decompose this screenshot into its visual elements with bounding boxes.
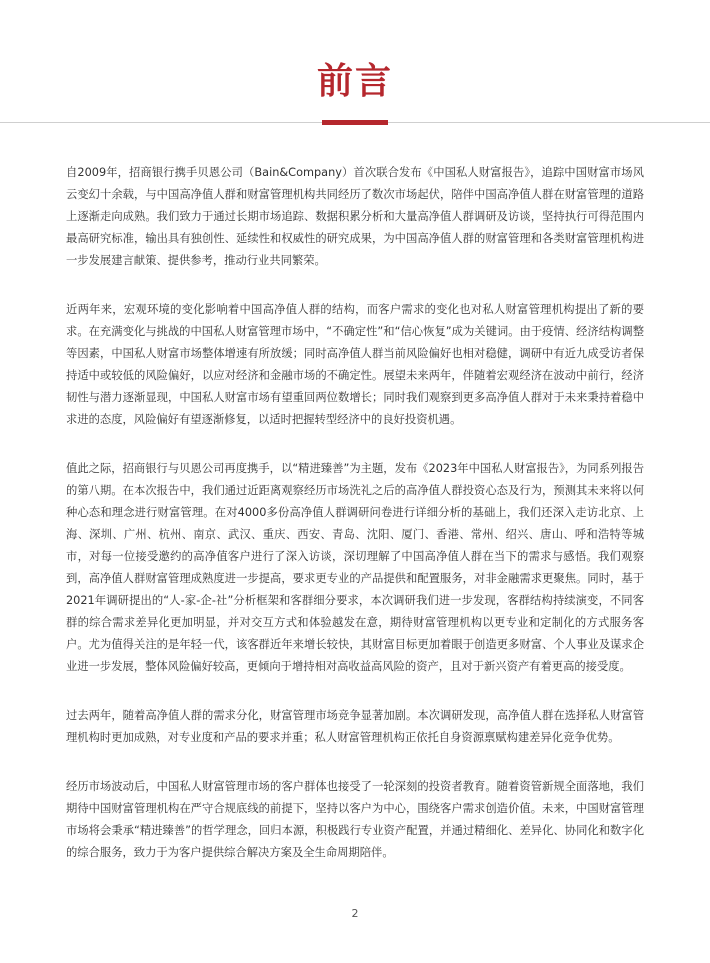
paragraph: 过去两年，随着高净值人群的需求分化，财富管理市场竞争显著加剧。本次调研发现，高净值人群在选择私人财富管理机构时更加成熟，对专业度和产品的要求并重；私人财富管理机构正依托自身资源禀赋构建差异化竞争优势。 — [66, 709, 644, 744]
paragraph: 自2009年，招商银行携手贝恩公司（Bain&Company）首次联合发布《中国私人财富报告》，追踪中国财富市场风云变幻十余载，与中国高净值人群和财富管理机构共同经历了数次市场起伏，陪伴中国高净值人群在财富管理的道路上逐渐走向成熟。我们致力于通过长期市场追踪、数据积累分析和大量高净值人群调研及访谈，坚持执行可得范围内最高研究标准，输出具有独创性、延续性和权威性的研究成果，为中国高净值人群的财富管理和各类财富管理机构进一步发展建言献策、提供参考，推动行业共同繁荣。 — [66, 166, 644, 267]
preface-body — [66, 162, 644, 891]
page-title: 前言 — [316, 60, 393, 102]
page-header — [0, 0, 710, 130]
paragraph: 经历市场波动后，中国私人财富管理市场的客户群体也接受了一轮深刻的投资者教育。随着资管新规全面落地，我们期待中国财富管理机构在严守合规底线的前提下，坚持以客户为中心，围绕客户需求创造价值。未来，中国财富管理市场将会秉承“精进臻善”的哲学理念，回归本源，积极践行专业资产配置，并通过精细化、差异化、协同化和数字化的综合服务，致力于为客户提供综合解决方案及全生命周期陪伴。 — [66, 780, 644, 859]
paragraph: 近两年来，宏观环境的变化影响着中国高净值人群的结构，而客户需求的变化也对私人财富管理机构提出了新的要求。在充满变化与挑战的中国私人财富管理市场中，“不确定性”和“信心恢复”成为关键词。由于疫情、经济结构调整等因素，中国私人财富市场整体增速有所放缓；同时高净值人群当前风险偏好也相对稳健，调研中有近九成受访者保持适中或较低的风险偏好，以应对经济和金融市场的不确定性。展望未来两年，伴随着宏观经济在波动中前行，经济韧性与潜力逐渐显现，中国私人财富市场有望重回两位数增长；同时我们观察到更多高净值人群对于未来秉持着稳中求进的态度，风险偏好有望逐渐修复，以适时把握转型经济中的良好投资机遇。 — [66, 303, 644, 426]
page-number: 2 — [351, 907, 359, 920]
header-divider-accent — [322, 120, 388, 125]
paragraph: 值此之际，招商银行与贝恩公司再度携手，以“精进臻善”为主题，发布《2023年中国私人财富报告》，为同系列报告的第八期。在本次报告中，我们通过近距离观察经历市场洗礼之后的高净值人群投资心态及行为，预测其未来将以何种心态和理念进行财富管理。在对4000多份高净值人群调研问卷进行详细分析的基础上，我们还深入走访北京、上海、深圳、广州、杭州、南京、武汉、重庆、西安、青岛、沈阳、厦门、香港、常州、绍兴、唐山、呼和浩特等城市，对每一位接受邀约的高净值客户进行了深入访谈，深切理解了中国高净值人群在当下的需求与感悟。我们观察到，高净值人群财富管理成熟度进一步提高，要求更专业的产品提供和配置服务，对非金融需求更聚焦。同时，基于2021年调研提出的“人-家-企-社”分析框架和客群细分要求，本次调研我们进一步发现，客群结构持续演变，不同客群的综合需求差异化更加明显，并对交互方式和体验越发在意，期待财富管理机构以更专业和定制化的方式服务客户。尤为值得关注的是年轻一代，该客群近年来增长较快，其财富目标更加着眼于创造更多财富、个人事业及谋求企业进一步发展，整体风险偏好较高，更倾向于增持相对高收益高风险的资产，且对于新兴资产有着更高的接受度。 — [66, 462, 644, 673]
